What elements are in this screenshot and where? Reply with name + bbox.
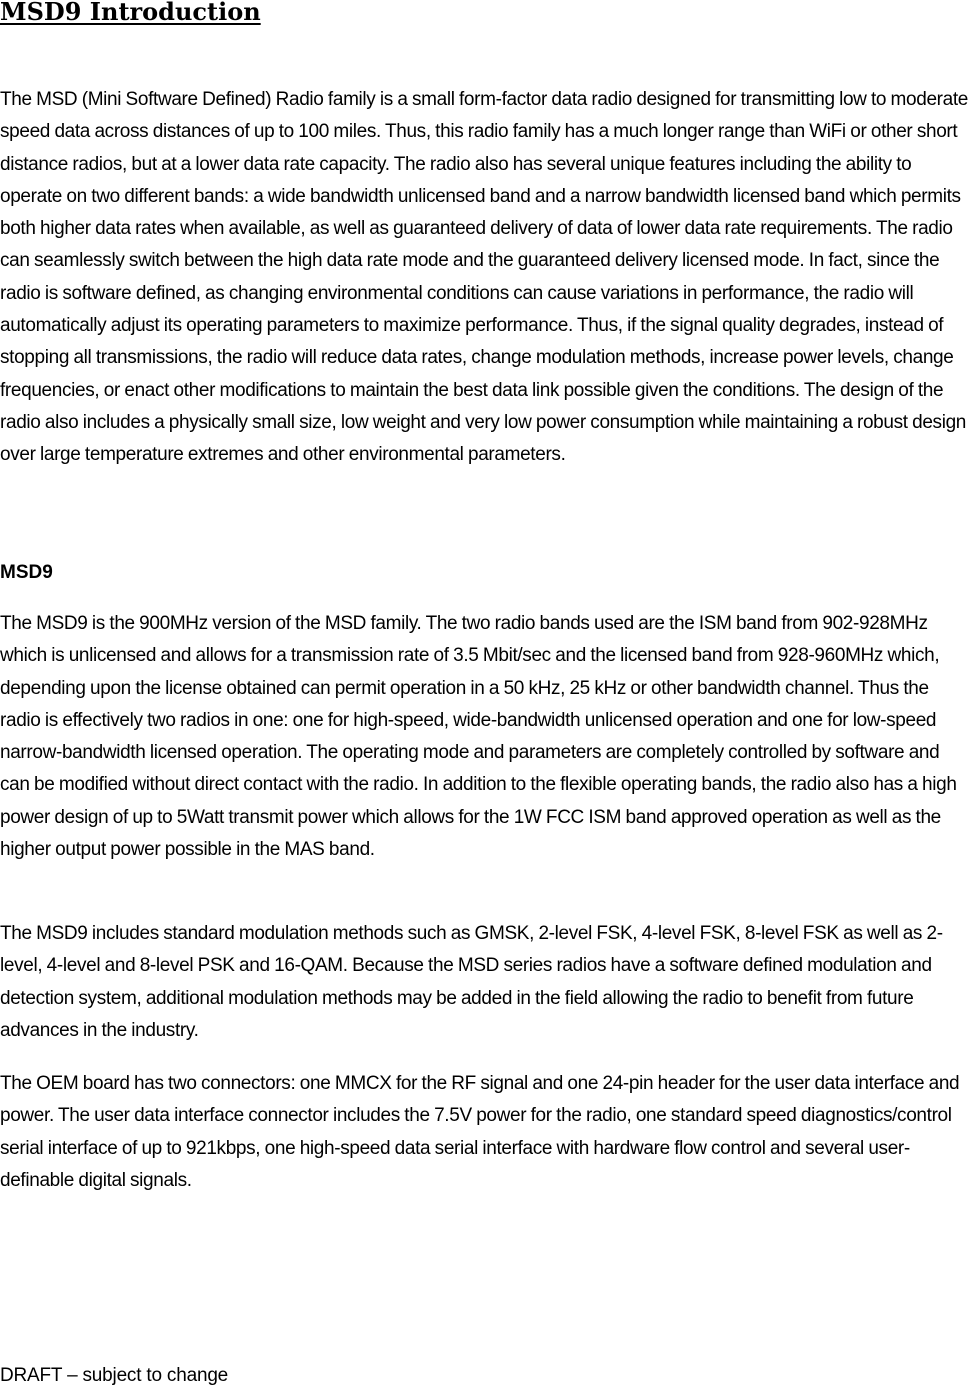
paragraph-connectors: The OEM board has two connectors: one MMCX for the RF signal and one 24-pin header for the user data interface and power. The user data interface connector includes the 7.5V power for the radio, one standard speed diagnostics/control serial interface of up to 921kbps, one high-speed data serial interface with hardware flow control and several user-definable digital signals. [0, 1073, 960, 1191]
intro-paragraph: The MSD (Mini Software Defined) Radio family is a small form-factor data radio designed for transmitting low to moderate speed data across distances of up to 100 miles. Thus, this radio family has a much longer range than WiFi or other short distance radios, but at a lower data rate capacity. The radio also has several unique features including the ability to operate on two different bands: a wide bandwidth unlicensed band and a narrow bandwidth licensed band which permits both higher data rates when available, as well as guaranteed delivery of data of lower data rate requirements. The radio can seamlessly switch between the high data rate mode and the guaranteed delivery licensed mode. In fact, since the radio is software defined, as changing environmental conditions can cause variations in performance, the radio will automatically adjust its operating parameters to maximize performance. Thus, if the signal quality degrades, instead of stopping all transmissions, the radio will reduce data rates, change modulation methods, increase power levels, change frequencies, or enact other modifications to maintain the best data link possible given the conditions. The design of the radio also includes a physically small size, low weight and very low power consumption while maintaining a robust design over large temperature extremes and other environmental parameters. [0, 89, 969, 466]
paragraph-bands: The MSD9 is the 900MHz version of the MSD family. The two radio bands used are the ISM band from 902-928MHz which is unlicensed and allows for a transmission rate of 3.5 Mbit/sec and the licensed band from 928-960MHz which, depending upon the license obtained can permit operation in a 50 kHz, 25 kHz or other bandwidth channel. Thus the radio is effectively two radios in one: one for high-speed, wide-bandwidth unlicensed operation and one for low-speed narrow-bandwidth licensed operation. The operating mode and parameters are completely controlled by software and can be modified without direct contact with the radio. In addition to the flexible operating bands, the radio also has a high power design of up to 5Watt transmit power which allows for the 1W FCC ISM band approved operation as well as the higher output power possible in the MAS band. [0, 613, 957, 861]
section-heading-msd9: MSD9 [0, 562, 53, 583]
draft-footer: DRAFT – subject to change [0, 1365, 229, 1386]
document-title: MSD9 Introduction [0, 0, 261, 26]
paragraph-modulation: The MSD9 includes standard modulation methods such as GMSK, 2-level FSK, 4-level FSK, 8-level FSK as well as 2-level, 4-level and 8-level PSK and 16-QAM. Because the MSD series radios have a software defined modulation and detection system, additional modulation methods may be added in the field allowing the radio to benefit from future advances in the industry. [0, 923, 943, 1041]
